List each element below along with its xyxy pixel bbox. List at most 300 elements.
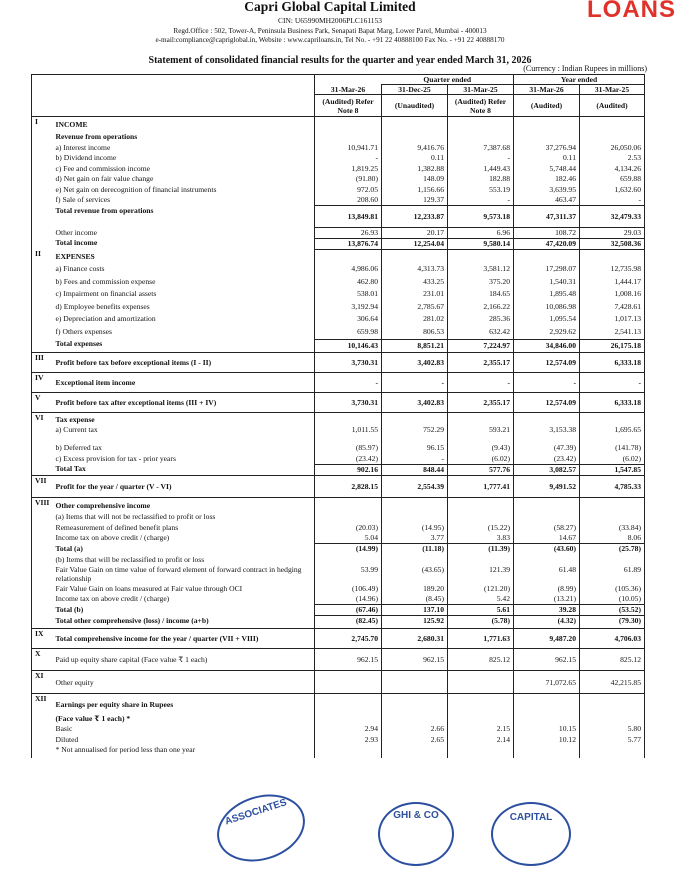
cell-value: 9,573.18	[448, 206, 514, 228]
table-row	[32, 544, 645, 555]
cell-value: 632.42	[448, 327, 514, 340]
cell-value: 806.53	[382, 327, 448, 340]
cell-value: 6,333.18	[580, 352, 645, 372]
cell-value: 3,639.95	[514, 185, 580, 196]
cell-value: 2,929.62	[514, 327, 580, 340]
cell-value: 5.80	[580, 724, 645, 735]
row-number	[32, 745, 53, 758]
cell-value: 12,254.04	[382, 238, 448, 249]
cell-value	[382, 694, 448, 714]
cell-value: -	[514, 372, 580, 392]
row-label: a) Finance costs	[55, 264, 105, 274]
table-row	[32, 714, 645, 725]
row-label: b) Fees and commission expense	[55, 276, 156, 286]
cell-value: 2,355.17	[448, 352, 514, 372]
cell-value	[514, 132, 580, 143]
cell-value: 593.21	[448, 425, 514, 443]
cell-value: (43.65)	[382, 565, 448, 584]
cell-value	[382, 555, 448, 565]
cell-value: (11.39)	[448, 544, 514, 555]
row-label: Total income	[55, 238, 98, 248]
cell-value: 108.72	[514, 228, 580, 239]
cell-value	[382, 512, 448, 523]
cell-value: 1,695.65	[580, 425, 645, 443]
cell-value: 375.20	[448, 277, 514, 290]
cell-value: 577.76	[448, 464, 514, 475]
cell-value: 3,730.31	[315, 352, 382, 372]
cell-value	[580, 412, 645, 425]
row-label: Remeasurement of defined benefit plans	[55, 522, 179, 532]
row-label: c) Impairment on financial assets	[55, 289, 157, 299]
cell-value	[315, 714, 382, 725]
cell-value: 2.14	[448, 735, 514, 746]
cell-value: 53.99	[315, 565, 382, 584]
cell-value: 972.05	[315, 185, 382, 196]
cell-value: 4,313.73	[382, 264, 448, 277]
cell-value	[580, 745, 645, 758]
cell-value: 306.64	[315, 314, 382, 327]
row-number: VII	[32, 475, 53, 497]
cell-value	[315, 117, 382, 132]
table-row	[32, 143, 645, 154]
row-number	[32, 605, 53, 616]
row-label: EXPENSES	[55, 252, 95, 262]
cell-value: (105.36)	[580, 584, 645, 595]
cell-value	[448, 249, 514, 264]
cell-value	[514, 512, 580, 523]
row-label: Other equity	[53, 671, 315, 694]
table-row	[32, 117, 645, 132]
row-label: Revenue from operations	[55, 131, 138, 141]
cell-value: -	[315, 153, 382, 164]
row-label: Total comprehensive income for the year / quarter (VII + VIII)	[53, 629, 315, 649]
row-label: Income tax on above credit / (charge)	[55, 594, 170, 604]
cell-value	[315, 497, 382, 512]
table-row	[32, 565, 645, 584]
cell-value: 26.93	[315, 228, 382, 239]
row-label: Total (a)	[55, 543, 83, 553]
row-number	[32, 454, 53, 465]
cell-value: 659.88	[580, 174, 645, 185]
table-row	[32, 584, 645, 595]
cell-value: 47,420.09	[514, 238, 580, 249]
row-number: VIII	[32, 497, 53, 512]
cell-value: 5.42	[448, 594, 514, 605]
cell-value	[448, 745, 514, 758]
table-row	[32, 164, 645, 175]
cell-value: 148.09	[382, 174, 448, 185]
row-number	[32, 339, 53, 352]
year-ended-header: Year ended	[514, 75, 645, 85]
cell-value: (47.39)	[514, 443, 580, 454]
row-number	[32, 195, 53, 206]
cell-value: 463.47	[514, 195, 580, 206]
cell-value: 825.12	[448, 649, 514, 671]
cell-value	[514, 714, 580, 725]
row-label: e) Depreciation and amortization	[55, 314, 156, 324]
cell-value: 7,224.97	[448, 339, 514, 352]
cell-value: (8.45)	[382, 594, 448, 605]
cell-value: 902.16	[315, 464, 382, 475]
table-row	[32, 174, 645, 185]
cell-value: 553.19	[448, 185, 514, 196]
cell-value	[580, 132, 645, 143]
cell-value	[315, 745, 382, 758]
cell-value: 14.67	[514, 533, 580, 544]
stamp-text: CAPITAL	[509, 812, 553, 823]
cell-value	[514, 117, 580, 132]
table-row	[32, 132, 645, 143]
cell-value: (14.99)	[315, 544, 382, 555]
cell-value: 1,382.88	[382, 164, 448, 175]
cell-value: 0.11	[382, 153, 448, 164]
cell-value	[315, 412, 382, 425]
cell-value: 752.29	[382, 425, 448, 443]
column-date: 31-Mar-26	[514, 85, 580, 95]
row-label: Fair Value Gain on time value of forward element of forward contract in hedging relationship	[55, 564, 302, 584]
row-number: XI	[32, 671, 53, 694]
cell-value: 3.83	[448, 533, 514, 544]
cell-value: 39.28	[514, 605, 580, 616]
financial-results-table	[31, 74, 645, 758]
row-number: I	[32, 117, 53, 132]
table-row	[32, 327, 645, 340]
row-number	[32, 735, 53, 746]
cell-value: 3.77	[382, 533, 448, 544]
cell-value: 825.12	[580, 649, 645, 671]
cell-value	[382, 714, 448, 725]
cell-value: (14.96)	[315, 594, 382, 605]
cell-value: 182.88	[448, 174, 514, 185]
cell-value: 462.80	[315, 277, 382, 290]
cell-value: 1,547.85	[580, 464, 645, 475]
cell-value: 3,153.38	[514, 425, 580, 443]
cell-value: 2,828.15	[315, 475, 382, 497]
cell-value: 10,146.43	[315, 339, 382, 352]
cell-value: 4,986.06	[315, 264, 382, 277]
cell-value: (33.84)	[580, 523, 645, 534]
cell-value: 37,276.94	[514, 143, 580, 154]
cell-value: (9.43)	[448, 443, 514, 454]
cell-value: 9,580.14	[448, 238, 514, 249]
table-row	[32, 228, 645, 239]
row-label: Total expenses	[55, 339, 103, 349]
table-row	[32, 533, 645, 544]
cell-value: 8,851.21	[382, 339, 448, 352]
cell-value: 1,895.48	[514, 289, 580, 302]
row-number	[32, 314, 53, 327]
stamp-text: ASSOCIATES	[223, 797, 289, 828]
cell-value: 2.53	[580, 153, 645, 164]
row-label: Total Tax	[55, 464, 86, 474]
cell-value: 96.15	[382, 443, 448, 454]
row-label: Total revenue from operations	[55, 205, 154, 215]
table-row	[32, 238, 645, 249]
stamp-text: GHI & CO	[393, 810, 439, 821]
firm-stamp	[378, 802, 454, 866]
cell-value: 2,166.22	[448, 302, 514, 315]
row-label: Profit before tax before exceptional items (I - II)	[53, 352, 315, 372]
cell-value	[514, 497, 580, 512]
row-number	[32, 425, 53, 443]
row-number	[32, 228, 53, 239]
cell-value: 32,479.33	[580, 206, 645, 228]
cell-value: 2,541.13	[580, 327, 645, 340]
cell-value: 9,487.20	[514, 629, 580, 649]
row-label: f) Others expenses	[55, 326, 113, 336]
row-label: Paid up equity share capital (Face value ₹ 1 each)	[53, 649, 315, 671]
cell-value: (43.60)	[514, 544, 580, 555]
cell-value: 2.66	[382, 724, 448, 735]
row-number	[32, 544, 53, 555]
column-status: (Audited)	[580, 95, 645, 117]
cell-value: 9,416.76	[382, 143, 448, 154]
row-number	[32, 512, 53, 523]
row-label: Profit for the year / quarter (V - VI)	[53, 475, 315, 497]
table-row	[32, 289, 645, 302]
row-label: (a) Items that will not be reclassified to profit or loss	[55, 512, 216, 522]
cell-value: 121.39	[448, 565, 514, 584]
cell-value: 2,785.67	[382, 302, 448, 315]
row-number	[32, 565, 53, 584]
cell-value: 1,011.55	[315, 425, 382, 443]
row-number: II	[32, 249, 53, 264]
column-status: (Audited) Refer Note 8	[448, 95, 514, 117]
table-row	[32, 671, 645, 694]
table-row	[32, 443, 645, 454]
cell-value: (14.95)	[382, 523, 448, 534]
table-row	[32, 594, 645, 605]
row-number	[32, 174, 53, 185]
cell-value: 34,846.00	[514, 339, 580, 352]
column-date: 31-Mar-26	[315, 85, 382, 95]
cell-value: 962.15	[315, 649, 382, 671]
row-label: Total other comprehensive (loss) / income (a+b)	[55, 615, 209, 625]
cell-value: 3,082.57	[514, 464, 580, 475]
cell-value: 10.12	[514, 735, 580, 746]
row-number	[32, 327, 53, 340]
cell-value: -	[580, 372, 645, 392]
cell-value: 10.15	[514, 724, 580, 735]
cell-value: 5,748.44	[514, 164, 580, 175]
cell-value: 1,017.13	[580, 314, 645, 327]
table-row	[32, 372, 645, 392]
cell-value: 137.10	[382, 605, 448, 616]
row-number	[32, 464, 53, 475]
cell-value: 659.98	[315, 327, 382, 340]
cell-value	[580, 497, 645, 512]
cell-value: -	[448, 153, 514, 164]
row-label: c) Excess provision for tax - prior years	[55, 453, 176, 463]
cell-value: 2,745.70	[315, 629, 382, 649]
cell-value: 6.96	[448, 228, 514, 239]
cell-value: 9,491.52	[514, 475, 580, 497]
cell-value: -	[448, 372, 514, 392]
cell-value: 125.92	[382, 616, 448, 629]
cell-value	[514, 249, 580, 264]
cell-value: (10.05)	[580, 594, 645, 605]
cell-value	[315, 555, 382, 565]
row-label: e) Net gain on derecognition of financial instruments	[55, 184, 217, 194]
cell-value: (91.80)	[315, 174, 382, 185]
cell-value: 12,574.09	[514, 352, 580, 372]
cell-value: 2.94	[315, 724, 382, 735]
table-row	[32, 629, 645, 649]
cell-value: 5.61	[448, 605, 514, 616]
row-number	[32, 594, 53, 605]
cell-value: 47,311.37	[514, 206, 580, 228]
cell-value: (15.22)	[448, 523, 514, 534]
row-label: Earnings per equity share in Rupees	[55, 699, 174, 709]
cell-value: (58.27)	[514, 523, 580, 534]
row-number: IV	[32, 372, 53, 392]
cell-value: 2,355.17	[448, 392, 514, 412]
cell-value: 42,215.85	[580, 671, 645, 694]
row-number	[32, 533, 53, 544]
cell-value: 12,233.87	[382, 206, 448, 228]
row-number	[32, 443, 53, 454]
cell-value: 12,574.09	[514, 392, 580, 412]
cell-value: (25.78)	[580, 544, 645, 555]
cell-value: 2,680.31	[382, 629, 448, 649]
table-row	[32, 425, 645, 443]
cell-value	[315, 694, 382, 714]
cell-value: (23.42)	[315, 454, 382, 465]
row-number: X	[32, 649, 53, 671]
table-row	[32, 195, 645, 206]
row-label: a) Current tax	[55, 425, 98, 435]
cell-value: (106.49)	[315, 584, 382, 595]
cell-value: (23.42)	[514, 454, 580, 465]
cell-value: -	[580, 195, 645, 206]
cell-value: 4,134.26	[580, 164, 645, 175]
row-label: Other income	[55, 227, 98, 237]
cell-value: 32,508.36	[580, 238, 645, 249]
row-number	[32, 132, 53, 143]
row-label: Other comprehensive income	[55, 500, 151, 510]
column-date: 31-Mar-25	[580, 85, 645, 95]
cell-value: 4,785.33	[580, 475, 645, 497]
cell-value	[382, 412, 448, 425]
table-row	[32, 277, 645, 290]
cell-value	[382, 497, 448, 512]
cell-value: 5.77	[580, 735, 645, 746]
cell-value	[580, 249, 645, 264]
cell-value: 7,428.61	[580, 302, 645, 315]
table-row	[32, 745, 645, 758]
cell-value: -	[448, 195, 514, 206]
cell-value: 71,072.65	[514, 671, 580, 694]
table-row	[32, 464, 645, 475]
column-status: (Audited)	[514, 95, 580, 117]
cell-value: (5.78)	[448, 616, 514, 629]
cell-value	[315, 132, 382, 143]
table-row	[32, 153, 645, 164]
registered-office: Regd.Office : 502, Tower-A, Peninsula Business Park, Senapati Bapat Marg, Lower Parel, Mumbai - 400013	[173, 27, 487, 35]
cell-value: 13,876.74	[315, 238, 382, 249]
cell-value	[382, 671, 448, 694]
table-row	[32, 724, 645, 735]
cell-value	[315, 249, 382, 264]
cell-value	[448, 714, 514, 725]
cell-value: 17,298.07	[514, 264, 580, 277]
row-label: b) Deferred tax	[55, 443, 102, 453]
cell-value	[382, 745, 448, 758]
cell-value: 184.65	[448, 289, 514, 302]
cell-value: 4,706.03	[580, 629, 645, 649]
row-label: Exceptional item income	[53, 372, 315, 392]
cell-value: 0.11	[514, 153, 580, 164]
row-number	[32, 724, 53, 735]
cell-value: 1,777.41	[448, 475, 514, 497]
cell-value: 1,540.31	[514, 277, 580, 290]
table-row	[32, 694, 645, 714]
cell-value: (141.78)	[580, 443, 645, 454]
row-label: Fair Value Gain on loans measured at Fair value through OCI	[55, 583, 243, 593]
row-number	[32, 153, 53, 164]
row-number	[32, 523, 53, 534]
row-number	[32, 616, 53, 629]
column-date: 31-Dec-25	[382, 85, 448, 95]
cell-value: (85.97)	[315, 443, 382, 454]
table-row	[32, 454, 645, 465]
quarter-ended-header: Quarter ended	[382, 75, 514, 85]
row-number	[32, 289, 53, 302]
table-row	[32, 392, 645, 412]
cell-value	[448, 117, 514, 132]
cell-value: 281.02	[382, 314, 448, 327]
row-label: Total (b)	[55, 604, 84, 614]
cell-value: 3,730.31	[315, 392, 382, 412]
cell-value	[382, 249, 448, 264]
cell-value: 182.46	[514, 174, 580, 185]
row-number	[32, 143, 53, 154]
cell-value: (79.30)	[580, 616, 645, 629]
cell-value: 1,771.63	[448, 629, 514, 649]
cell-value: -	[382, 372, 448, 392]
cell-value: (121.20)	[448, 584, 514, 595]
row-label: a) Interest income	[55, 142, 111, 152]
row-number: XII	[32, 694, 53, 714]
table-row	[32, 512, 645, 523]
row-label: d) Employee benefits expenses	[55, 301, 150, 311]
cell-value	[514, 412, 580, 425]
table-row	[32, 735, 645, 746]
row-label: f) Sale of services	[55, 195, 111, 205]
row-number	[32, 185, 53, 196]
table-row	[32, 339, 645, 352]
cell-value: 848.44	[382, 464, 448, 475]
cell-value	[580, 117, 645, 132]
cell-value: 538.01	[315, 289, 382, 302]
contact-info: e-mail:compliance@capriglobal.in, Website : www.capriloans.in, Tel No. - +91 22 40888100 Fax No. - +91 22 40888170	[155, 36, 505, 44]
cell-value: 231.01	[382, 289, 448, 302]
table-row	[32, 206, 645, 228]
cell-value: 13,849.81	[315, 206, 382, 228]
cell-value: 189.20	[382, 584, 448, 595]
column-date: 31-Mar-25	[448, 85, 514, 95]
cell-value: 29.03	[580, 228, 645, 239]
row-label: Income tax on above credit / (charge)	[55, 533, 170, 543]
cell-value: (8.99)	[514, 584, 580, 595]
company-name: Capri Global Capital Limited	[244, 0, 416, 14]
cell-value: (11.18)	[382, 544, 448, 555]
cell-value	[448, 671, 514, 694]
cell-value: 61.89	[580, 565, 645, 584]
cell-value: (67.46)	[315, 605, 382, 616]
cell-value	[315, 671, 382, 694]
row-number	[32, 206, 53, 228]
